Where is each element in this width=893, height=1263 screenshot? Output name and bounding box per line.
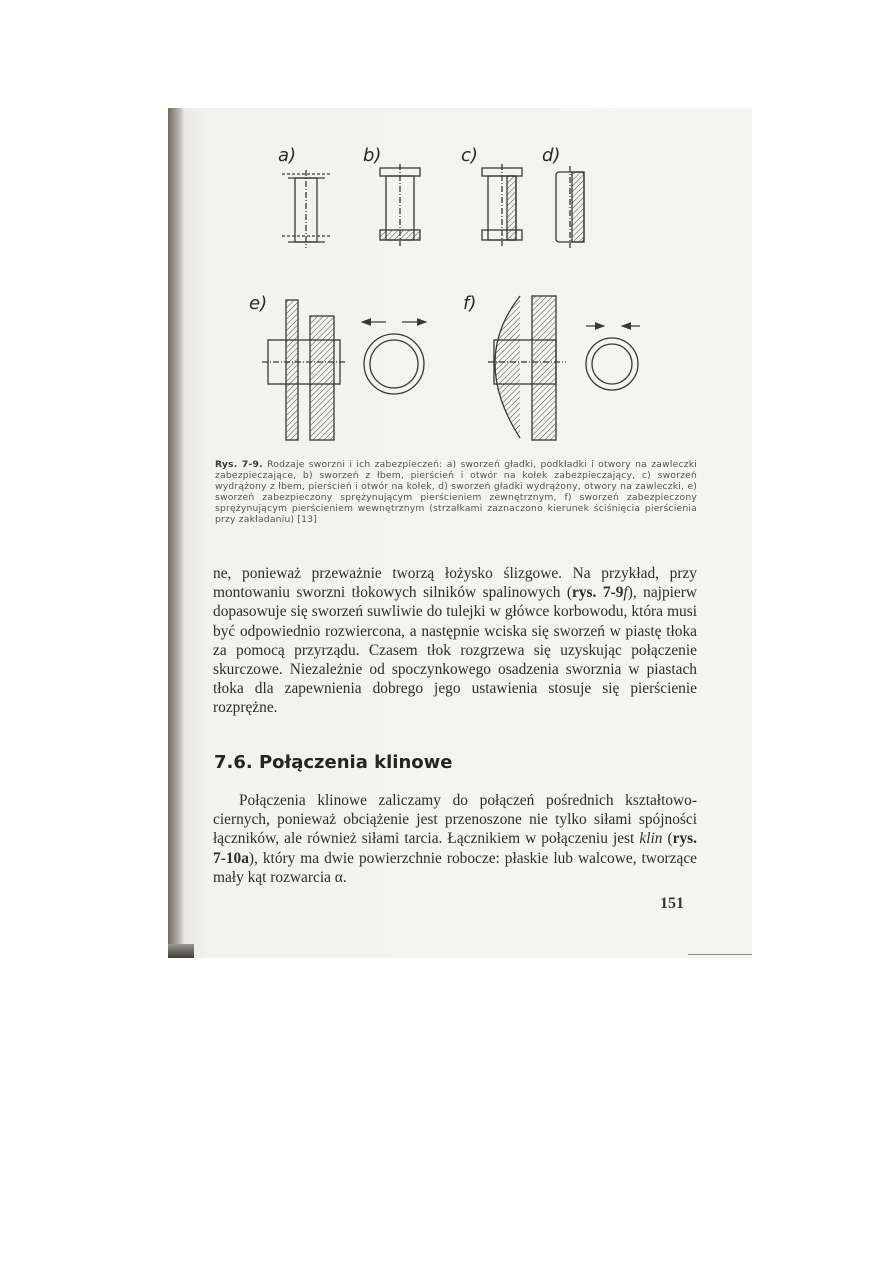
figure-label-d: d) [542, 145, 561, 166]
figure-label-e: e) [249, 293, 268, 314]
section-paragraph [213, 791, 697, 887]
figure-label-b: b) [363, 145, 382, 166]
assembly-f-drawing [488, 296, 640, 440]
figure-label-f: f) [463, 293, 477, 314]
assembly-e-drawing [262, 300, 426, 440]
section-figure-reference: rys. 7-10a [213, 830, 697, 867]
section-text-part-2: ( [662, 830, 673, 848]
body-paragraph [213, 564, 697, 718]
pin-b-drawing [380, 164, 420, 246]
body-text-part-2: ), najpierw dopasowuje się sworzeń suwliwie do tulejki w główce korbowodu, która musi być odpowiednio rozwiercona, a następnie wciska się sworzeń w piastę tłoka za pomocą przyrządu. Czasem tłok rozgrzewa się uzyskując połączenie skurczowe. Niezależnie od spoczynkowego osadzenia sworznia w piastach tłoka dla zapewnienia dobrego jego ustawienia stosuje się pierścienie rozprężne. [213, 584, 697, 717]
caption-text: Rodzaje sworzni i ich zabezpieczeń: a) sworzeń gładki, podkładki i otwory na zawleczki zabezpieczające, b) sworzeń z łbem, pierścień i otwór na kołek zabezpieczający, c) sworzeń wydrążony z łbem, pierścień i otwór na kołek, d) sworzeń gładki wydrążony, otwory na zawleczki, e) sworzeń zabezpieczony sprężynującym pierścieniem zewnętrznym, f) sworzeń zabezpieczony sprężynującym pierścieniem wewnętrznym (strzałkami zaznaczono kierunek ściśnięcia pierścienia przy zakładaniu) [13] [215, 459, 697, 525]
figure-label-a: a) [278, 145, 297, 166]
bottom-rule [688, 954, 752, 955]
body-figure-reference: rys. 7-9 [572, 584, 624, 602]
book-spine-corner [168, 944, 194, 958]
figure-7-9 [0, 0, 893, 460]
body-figure-reference-suffix: f [623, 584, 628, 602]
section-term: klin [639, 830, 663, 848]
pin-a-drawing [282, 170, 330, 248]
caption-lead: Rys. 7-9. [215, 459, 263, 470]
section-heading: 7.6. Połączenia klinowe [214, 752, 453, 773]
pin-d-drawing [556, 166, 584, 248]
body-text-part-1: ne, ponieważ przeważnie tworzą łożysko ślizgowe. Na przykład, przy montowaniu sworzni tłokowych silników spalinowych ( [213, 565, 697, 602]
section-text-part-3: ), który ma dwie powierzchnie robocze: płaskie lub walcowe, tworzące mały kąt rozwarcia α. [213, 849, 697, 886]
figure-caption [215, 459, 697, 525]
section-text-part-1: Połączenia klinowe zaliczamy do połączeń pośrednich kształtowo-ciernych, ponieważ obciążenie jest przenoszone nie tylko siłami spójności łączników, ale również siłami tarcia. Łącznikiem w połączeniu jest [213, 792, 697, 848]
pin-c-drawing [482, 164, 522, 246]
page-number: 151 [660, 895, 684, 912]
figure-label-c: c) [461, 145, 478, 166]
